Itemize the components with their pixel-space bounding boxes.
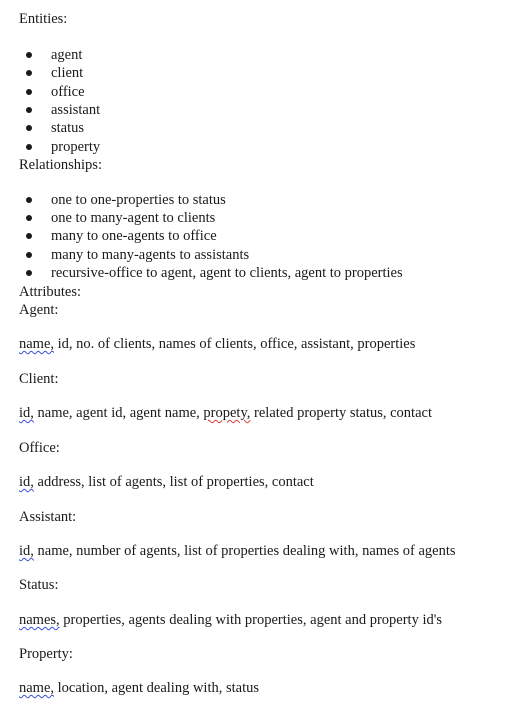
bullet-icon: [26, 270, 32, 276]
status-attributes: names, properties, agents dealing with properties, agent and property id's: [19, 612, 442, 628]
office-label: Office:: [19, 440, 60, 456]
status-label: Status:: [19, 577, 59, 593]
assistant-label: Assistant:: [19, 509, 77, 525]
attributes-heading: Attributes:: [19, 284, 82, 300]
bullet-icon: [26, 252, 32, 258]
grammar-flagged-word[interactable]: name,: [19, 680, 55, 696]
grammar-flagged-word[interactable]: names,: [19, 612, 60, 628]
bullet-icon: [26, 215, 32, 221]
bullet-icon: [26, 125, 32, 131]
office-attributes: id, address, list of agents, list of properties, contact: [19, 474, 314, 490]
assistant-attributes: id, name, number of agents, list of properties dealing with, names of agents: [19, 543, 456, 559]
bullet-icon: [26, 197, 32, 203]
bullet-icon: [26, 107, 32, 113]
property-attributes: name, location, agent dealing with, status: [19, 680, 259, 696]
spelling-flagged-word[interactable]: propety,: [203, 405, 251, 421]
agent-attributes: name, id, no. of clients, names of clients, office, assistant, properties: [19, 336, 416, 352]
bullet-icon: [26, 70, 32, 76]
grammar-flagged-word[interactable]: name,: [19, 336, 55, 352]
client-label: Client:: [19, 371, 59, 387]
relationships-heading: Relationships:: [19, 157, 102, 173]
bullet-icon: [26, 233, 32, 239]
bullet-icon: [26, 144, 32, 150]
property-label: Property:: [19, 646, 73, 662]
grammar-flagged-word[interactable]: id,: [19, 543, 34, 559]
agent-label: Agent:: [19, 302, 59, 318]
document-page: Entities: agent client office assistant status property Relationships: one to one-properties to status one to many-agent to clients many to one-agents to office many to many-agents to assistants recursive-office to agent, agent to clients, agent to properties Attributes: Agent: name, id, no. of clients, names of clients, office, assistant, properties Client: id, name, agent id, agent name, propety, related property status, contact Office: id, address, list of agents, list of properties, contact Assistant: id, name, number of agents, list of properties dealing with, names of agents Status: names, properties, agents dealing with properties, agent and property id's Property: name, location, agent dealing with, status: [19, 11, 456, 696]
client-attributes: id, name, agent id, agent name, propety, related property status, contact: [19, 405, 432, 421]
grammar-flagged-word[interactable]: id,: [19, 405, 34, 421]
grammar-flagged-word[interactable]: id,: [19, 474, 34, 490]
bullet-icon: [26, 89, 32, 95]
entities-heading: Entities:: [19, 11, 68, 27]
bullet-icon: [26, 52, 32, 58]
